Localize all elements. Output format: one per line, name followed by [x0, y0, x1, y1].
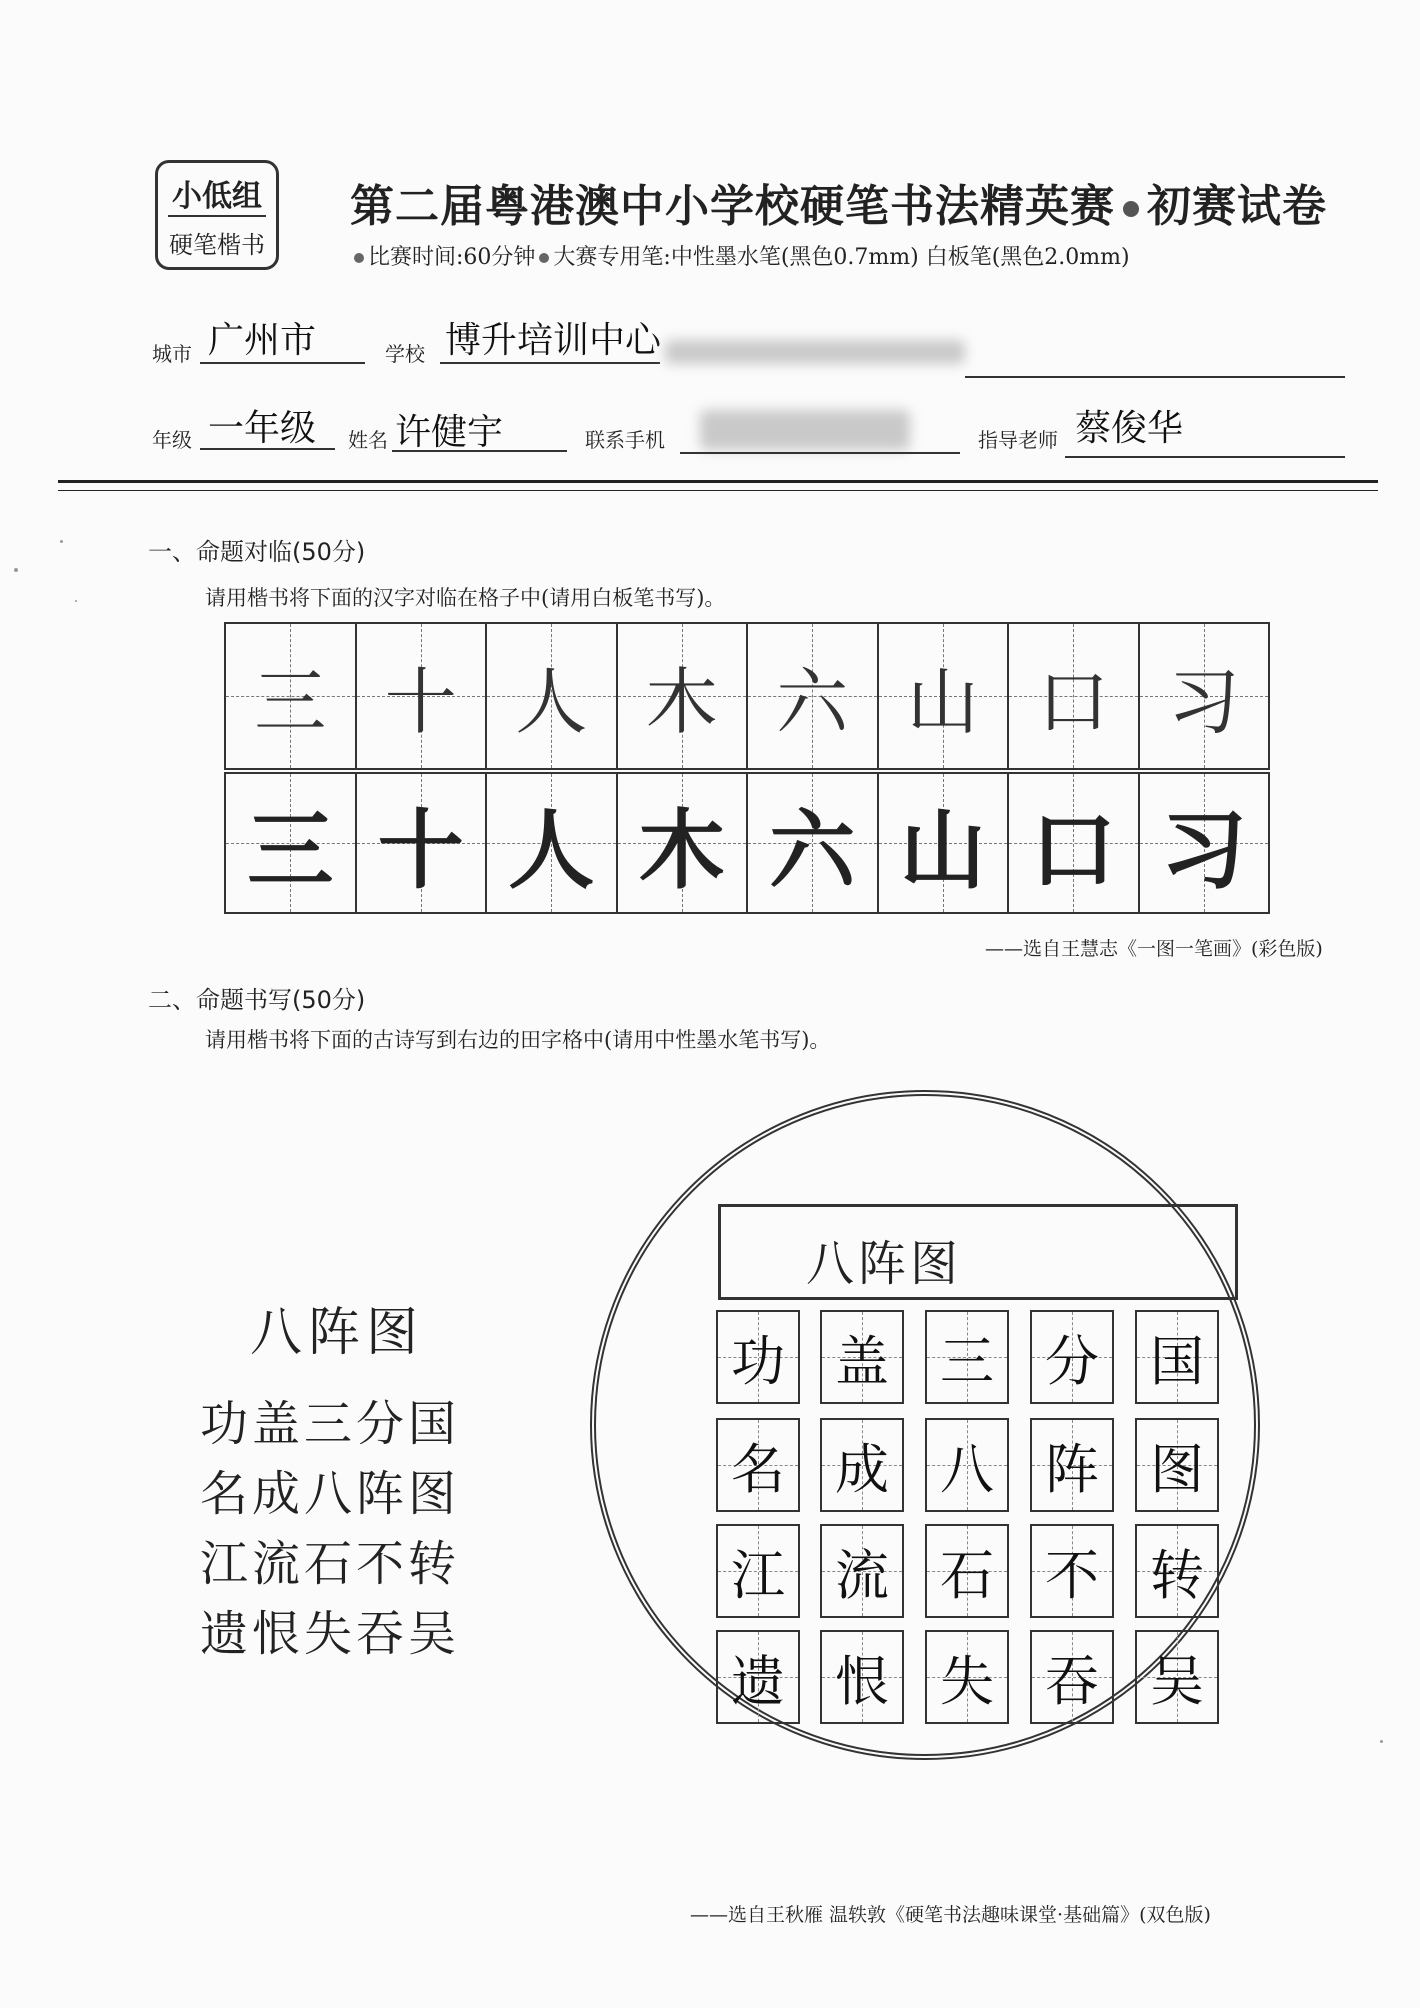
poem-line: 江流石不转	[200, 1536, 461, 1592]
answer-char: 三	[940, 1329, 994, 1393]
practice-cell[interactable]	[487, 624, 618, 768]
practice-cell[interactable]	[748, 624, 879, 768]
name-label: 姓名	[348, 428, 388, 452]
practice-cell[interactable]	[1009, 624, 1140, 768]
section1-heading: 一、命题对临(50分)	[148, 538, 366, 566]
city-field[interactable]	[200, 362, 365, 364]
answer-cell[interactable]	[1135, 1310, 1219, 1404]
answer-cell[interactable]	[1030, 1418, 1114, 1512]
answer-title: 八阵图	[806, 1236, 963, 1292]
school-field[interactable]	[440, 362, 660, 364]
section2-heading: 二、命题书写(50分)	[148, 986, 366, 1014]
answer-char: 吴	[1150, 1649, 1204, 1713]
group-badge	[155, 160, 279, 270]
practice-char: 口	[1037, 660, 1110, 744]
model-char: 木	[638, 801, 725, 901]
bullet-icon	[1123, 201, 1139, 217]
practice-char: 山	[906, 660, 979, 744]
copy-practice-row	[224, 622, 1270, 770]
grade-field[interactable]	[200, 448, 335, 450]
model-cell	[1009, 774, 1140, 912]
poem-line: 遗恨失吞吴	[200, 1606, 461, 1662]
answer-char: 图	[1150, 1437, 1204, 1501]
answer-char: 失	[940, 1649, 994, 1713]
poem-title: 八阵图	[250, 1303, 425, 1363]
practice-cell[interactable]	[879, 624, 1010, 768]
answer-cell[interactable]	[1030, 1524, 1114, 1618]
answer-char: 流	[835, 1543, 889, 1607]
answer-cell[interactable]	[820, 1630, 904, 1724]
answer-cell[interactable]	[820, 1310, 904, 1404]
bullet-icon	[354, 253, 364, 263]
badge-divider	[168, 215, 266, 217]
school-value: 博升培训中心	[445, 320, 662, 361]
model-cell	[1140, 774, 1269, 912]
answer-char: 石	[940, 1543, 994, 1607]
teacher-label: 指导老师	[978, 428, 1058, 452]
answer-char: 吞	[1045, 1649, 1099, 1713]
answer-char: 国	[1150, 1329, 1204, 1393]
answer-cell[interactable]	[1030, 1310, 1114, 1404]
answer-cell[interactable]	[925, 1310, 1009, 1404]
answer-cell[interactable]	[925, 1524, 1009, 1618]
exam-time: 比赛时间:60分钟	[368, 245, 536, 270]
teacher-value: 蔡俊华	[1075, 408, 1184, 449]
practice-char: 人	[515, 660, 588, 744]
answer-char: 遗	[731, 1649, 785, 1713]
exam-title-stage: 初赛试卷	[1147, 181, 1327, 232]
answer-title-box[interactable]	[718, 1204, 1238, 1300]
answer-char: 名	[731, 1437, 785, 1501]
answer-char: 恨	[835, 1649, 889, 1713]
exam-title-main: 第二届粤港澳中小学校硬笔书法精英赛	[350, 181, 1115, 232]
answer-cell[interactable]	[716, 1524, 800, 1618]
grade-value: 一年级	[208, 408, 317, 449]
answer-char: 分	[1045, 1329, 1099, 1393]
badge-category-label: 硬笔楷书	[169, 231, 265, 259]
scan-speck	[60, 540, 63, 543]
school-label: 学校	[385, 342, 425, 366]
section2-source: ——选自王秋雁 温轶敦《硬笔书法趣味课堂·基础篇》(双色版)	[690, 1904, 1211, 1926]
phone-field[interactable]	[680, 452, 960, 454]
model-cell	[487, 774, 618, 912]
practice-cell[interactable]	[1140, 624, 1269, 768]
answer-cell[interactable]	[925, 1630, 1009, 1724]
header-divider-thin	[58, 490, 1378, 491]
model-char: 十	[377, 801, 464, 901]
exam-pen: 大赛专用笔:中性墨水笔(黑色0.7mm) 白板笔(黑色2.0mm)	[553, 245, 1130, 270]
exam-title	[350, 170, 1327, 234]
practice-cell[interactable]	[226, 624, 357, 768]
answer-cell[interactable]	[1030, 1630, 1114, 1724]
section1-instruction: 请用楷书将下面的汉字对临在格子中(请用白板笔书写)。	[205, 586, 726, 610]
answer-char: 转	[1150, 1543, 1204, 1607]
answer-cell[interactable]	[716, 1418, 800, 1512]
answer-char: 阵	[1045, 1437, 1099, 1501]
answer-cell[interactable]	[716, 1310, 800, 1404]
answer-char: 盖	[835, 1329, 889, 1393]
exam-subtitle	[350, 240, 1130, 271]
model-cell	[357, 774, 488, 912]
city-label: 城市	[152, 342, 192, 366]
answer-cell[interactable]	[820, 1524, 904, 1618]
redacted-phone	[700, 410, 910, 450]
answer-char: 功	[731, 1329, 785, 1393]
answer-cell[interactable]	[925, 1418, 1009, 1512]
model-char: 习	[1160, 801, 1247, 901]
model-cell	[226, 774, 357, 912]
poem-line: 功盖三分国	[200, 1396, 461, 1452]
model-char: 三	[247, 801, 334, 901]
answer-cell[interactable]	[1135, 1418, 1219, 1512]
redacted-school-suffix	[665, 340, 965, 364]
model-char: 人	[508, 801, 595, 901]
answer-char: 不	[1045, 1543, 1099, 1607]
section2-instruction: 请用楷书将下面的古诗写到右边的田字格中(请用中性墨水笔书写)。	[205, 1028, 831, 1052]
teacher-field[interactable]	[1065, 456, 1345, 458]
poem-line: 名成八阵图	[200, 1466, 461, 1522]
header-divider-thick	[58, 480, 1378, 483]
practice-char: 六	[776, 660, 849, 744]
city-value: 广州市	[208, 320, 317, 361]
name-value: 许健宇	[395, 412, 504, 453]
badge-group-label: 小低组	[172, 179, 262, 214]
practice-char: 木	[645, 660, 718, 744]
practice-char: 习	[1167, 660, 1240, 744]
scan-speck	[14, 568, 18, 572]
practice-char: 三	[254, 660, 327, 744]
scan-speck	[1380, 1740, 1383, 1743]
name-field[interactable]	[392, 450, 567, 452]
model-char: 口	[1030, 801, 1117, 901]
answer-char: 八	[940, 1437, 994, 1501]
answer-cell[interactable]	[820, 1418, 904, 1512]
school-field-extension[interactable]	[965, 376, 1345, 378]
scan-speck	[75, 600, 77, 602]
section1-source: ——选自王慧志《一图一笔画》(彩色版)	[985, 938, 1323, 960]
practice-char: 十	[384, 660, 457, 744]
model-cell	[618, 774, 749, 912]
model-cell	[879, 774, 1010, 912]
bullet-icon	[539, 253, 549, 263]
answer-cell[interactable]	[1135, 1524, 1219, 1618]
phone-label: 联系手机	[585, 428, 665, 452]
practice-cell[interactable]	[618, 624, 749, 768]
model-char: 六	[769, 801, 856, 901]
answer-cell[interactable]	[716, 1630, 800, 1724]
model-character-row	[224, 772, 1270, 914]
answer-cell[interactable]	[1135, 1630, 1219, 1724]
model-char: 山	[899, 801, 986, 901]
model-cell	[748, 774, 879, 912]
answer-char: 江	[731, 1543, 785, 1607]
answer-char: 成	[835, 1437, 889, 1501]
grade-label: 年级	[152, 428, 192, 452]
practice-cell[interactable]	[357, 624, 488, 768]
